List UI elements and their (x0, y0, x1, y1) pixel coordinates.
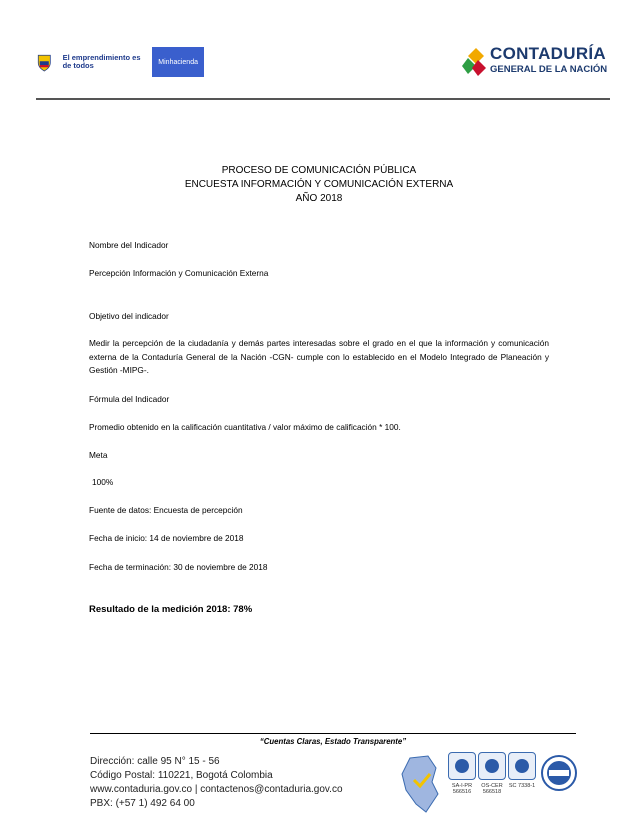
goal-label: Meta (89, 450, 108, 460)
certification-badge (448, 752, 476, 795)
formula-label: Fórmula del Indicador (89, 394, 170, 404)
data-source: Fuente de datos: Encuesta de percepción (89, 505, 243, 515)
start-date: Fecha de inicio: 14 de noviembre de 2018 (89, 533, 244, 543)
footer-web-contact: www.contaduria.gov.co | contactenos@contaduria.gov.co (90, 784, 343, 795)
footer-address: Dirección: calle 95 N° 15 - 56 (90, 756, 220, 767)
certification-icon (508, 752, 536, 780)
footer-postal-code: Código Postal: 110221, Bogotá Colombia (90, 770, 273, 781)
indicator-name-value: Percepción Información y Comunicación Externa (89, 268, 269, 278)
cgn-logo (462, 44, 612, 78)
objective-label: Objetivo del indicador (89, 311, 169, 321)
cgn-mark-icon (462, 46, 488, 76)
certification-icon (448, 752, 476, 780)
cgn-name-line1: CONTADURÍA (490, 44, 607, 63)
document-title-year: AÑO 2018 (295, 193, 343, 204)
certification-logos (400, 752, 580, 818)
certification-code: OS-CER 566518 (481, 783, 503, 795)
certification-code: SC 7338-1 (508, 783, 536, 789)
iqnet-seal-icon (540, 754, 578, 792)
certification-badge (478, 752, 506, 795)
cgn-name-line2: GENERAL DE LA NACIÓN (490, 64, 608, 75)
header-divider (36, 98, 610, 100)
certification-code: SA-I-PR 566516 (451, 783, 473, 795)
coat-of-arms-icon (36, 49, 53, 75)
document-title-line1: PROCESO DE COMUNICACIÓN PÚBLICA (221, 165, 417, 176)
goal-value: 100% (92, 477, 114, 487)
measurement-result: Resultado de la medición 2018: 78% (89, 604, 253, 615)
objective-text: Medir la percepción de la ciudadanía y demás partes interesadas sobre el grado en el que la información y comunicación externa de la Contaduría General de la Nación -CGN- cumple con lo establecido en el Modelo Integrado de Planeación y Gestión -MIPG-. (89, 338, 549, 375)
government-logo (36, 47, 204, 77)
certification-icon (478, 752, 506, 780)
end-date: Fecha de terminación: 30 de noviembre de 2018 (89, 562, 268, 572)
document-title-line2: ENCUESTA INFORMACIÓN Y COMUNICACIÓN EXTERNA (184, 179, 454, 190)
footer-divider (90, 733, 576, 734)
ministry-label: Minhacienda (152, 47, 204, 77)
footer-phone: PBX: (+57 1) 492 64 00 (90, 798, 195, 809)
colombia-map-icon (400, 754, 442, 814)
certification-badge (508, 752, 536, 789)
government-slogan: El emprendimiento es de todos (62, 53, 141, 70)
formula-text: Promedio obtenido en la calificación cuantitativa / valor máximo de calificación * 100. (89, 422, 401, 432)
indicator-name-label: Nombre del Indicador (89, 240, 169, 250)
footer-slogan: “Cuentas Claras, Estado Transparente” (259, 737, 407, 746)
